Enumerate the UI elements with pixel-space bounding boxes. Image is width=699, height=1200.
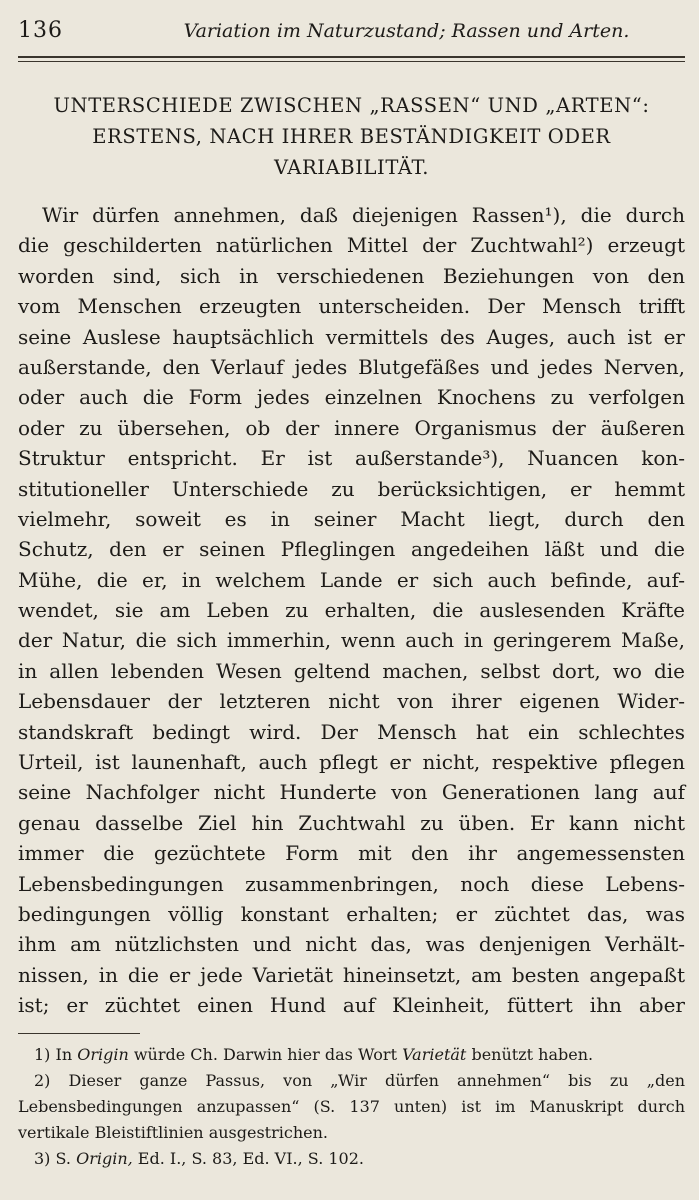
running-title: Variation im Naturzustand; Rassen und Arten.	[183, 20, 630, 42]
section-title-line: UNTERSCHIEDE ZWISCHEN „RASSEN“ UND „ARTEN“:	[53, 94, 650, 117]
body-line: oder zu übersehen, ob der innere Organismus der äußeren	[18, 415, 685, 440]
body-text	[18, 200, 685, 1021]
footnote-italic: Origin	[77, 1045, 129, 1064]
body-line: Urteil, ist launenhaft, auch pflegt er nicht, respektive pflegen	[18, 750, 685, 775]
body-line: Lebensbedingungen zusammenbringen, noch diese Lebens-	[18, 871, 685, 896]
body-line: außerstande, den Verlauf jedes Blutgefäßes und jedes Nerven,	[18, 354, 685, 379]
body-line: seine Auslese hauptsächlich vermittels des Auges, auch ist er	[18, 324, 685, 349]
body-line: standskraft bedingt wird. Der Mensch hat ein schlechtes	[18, 719, 685, 744]
body-line: vom Menschen erzeugten unterscheiden. Der Mensch trifft	[18, 294, 685, 319]
footnote-2-line: 2) Dieser ganze Passus, von „Wir dürfen annehmen“ bis zu „den	[34, 1071, 685, 1090]
page-number: 136	[18, 18, 63, 43]
footnote-text: Ed. I., S. 83, Ed. VI., S. 102.	[132, 1149, 364, 1168]
footnote-2-line: vertikale Bleistiftlinien ausgestrichen.	[18, 1123, 328, 1142]
header-rule	[18, 56, 685, 58]
body-line: wendet, sie am Leben zu erhalten, die auslesenden Kräfte	[18, 598, 685, 623]
footnotes	[18, 1042, 685, 1172]
body-line: immer die gezüchtete Form mit den ihr angemessensten	[18, 841, 685, 866]
body-line: Lebensdauer der letzteren nicht von ihrer eigenen Wider-	[18, 689, 685, 714]
body-line: bedingungen völlig konstant erhalten; er züchtet das, was	[18, 901, 685, 926]
body-line: ihm am nützlichsten und nicht das, was denjenigen Verhält-	[18, 932, 685, 957]
section-title	[18, 90, 685, 183]
footnote-2-line: Lebensbedingungen anzupassen“ (S. 137 unten) ist im Manuskript durch	[18, 1097, 685, 1116]
section-title-line: ERSTENS, NACH IHRER BESTÄNDIGKEIT ODER	[92, 125, 611, 148]
body-line: Mühe, die er, in welchem Lande er sich auch befinde, auf-	[18, 567, 685, 592]
body-line: seine Nachfolger nicht Hunderte von Generationen lang auf	[18, 780, 685, 805]
body-line: genau dasselbe Ziel hin Zuchtwahl zu üben. Er kann nicht	[18, 810, 685, 835]
body-line: ist; er züchtet einen Hund auf Kleinheit, füttert ihn aber	[18, 993, 685, 1018]
body-line: die geschilderten natürlichen Mittel der Zuchtwahl²) erzeugt	[18, 233, 685, 258]
footnote-text: 1) In	[34, 1045, 78, 1064]
body-line: Struktur entspricht. Er ist außerstande³), Nuancen kon-	[18, 446, 685, 471]
footnote-text: benützt haben.	[466, 1045, 594, 1064]
footnote-1	[18, 1042, 685, 1068]
footnote-italic: Varietät	[402, 1045, 467, 1064]
footnote-3	[18, 1146, 685, 1172]
footnote-text: würde Ch. Darwin hier das Wort	[128, 1045, 403, 1064]
body-line: oder auch die Form jedes einzelnen Knochens zu verfolgen	[18, 385, 685, 410]
body-line: vielmehr, soweit es in seiner Macht liegt, durch den	[18, 506, 685, 531]
body-line: Wir dürfen annehmen, daß diejenigen Rassen¹), die durch	[42, 203, 685, 227]
header-rule-thin	[18, 61, 685, 62]
body-line: stitutioneller Unterschiede zu berücksichtigen, er hemmt	[18, 476, 685, 501]
body-line: Schutz, den er seinen Pfleglingen angedeihen läßt und die	[18, 537, 685, 562]
body-line: in allen lebenden Wesen geltend machen, selbst dort, wo die	[18, 658, 685, 683]
page-header	[18, 18, 685, 48]
body-line: worden sind, sich in verschiedenen Beziehungen von den	[18, 263, 685, 288]
body-line: nissen, in die er jede Varietät hineinsetzt, am besten angepaßt	[18, 962, 685, 987]
footnote-italic: Origin,	[76, 1149, 133, 1168]
section-title-line: VARIABILITÄT.	[273, 156, 430, 179]
footnote-text: 3) S.	[34, 1149, 77, 1168]
body-line: der Natur, die sich immerhin, wenn auch in geringerem Maße,	[18, 628, 685, 653]
footnote-rule	[18, 1033, 140, 1034]
